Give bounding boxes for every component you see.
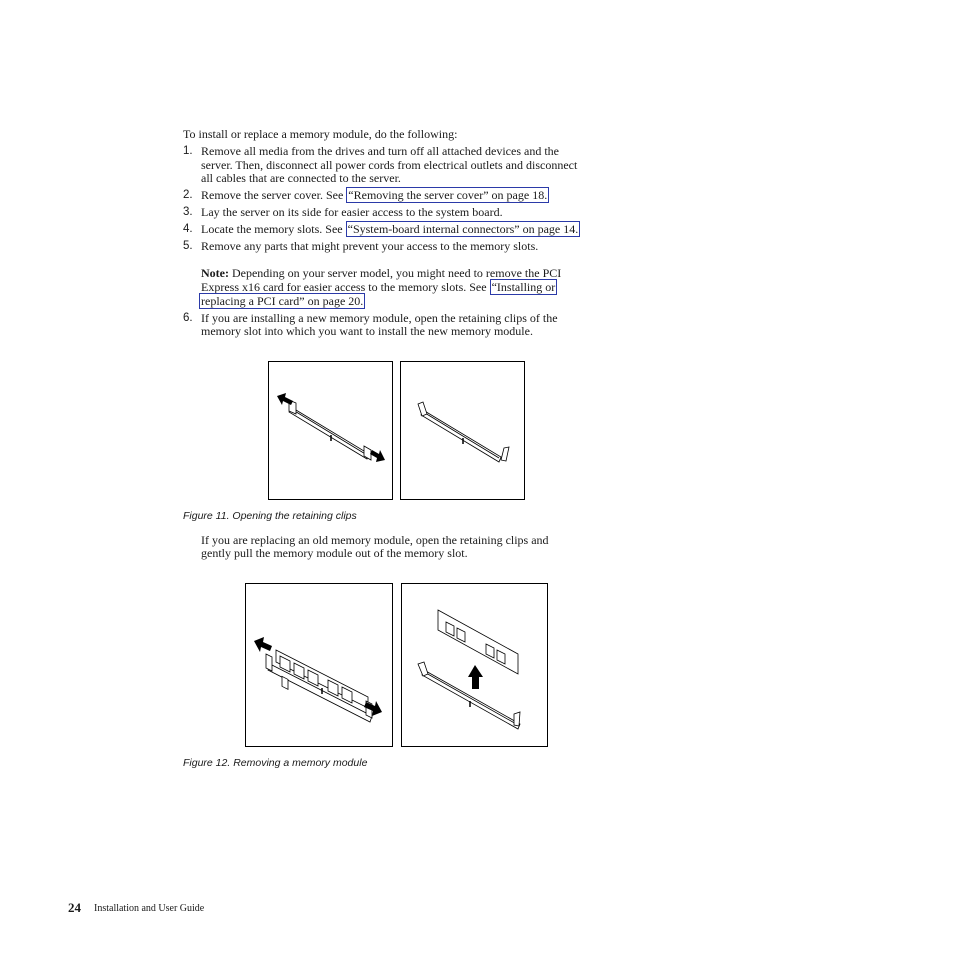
figure-12-caption: Figure 12. Removing a memory module (183, 757, 368, 769)
figure-11-panel-clips-opening (268, 361, 393, 500)
replace-line-1: If you are replacing an old memory module, open the retaining clips and (201, 533, 549, 547)
step-5-number: 5. (183, 240, 193, 252)
step-2-number: 2. (183, 189, 193, 201)
installing-pci-card-link-cont[interactable]: replacing a PCI card” on page 20. (201, 294, 364, 308)
figure-11-caption: Figure 11. Opening the retaining clips (183, 510, 357, 522)
memory-slot-clips-open-illustration (269, 362, 394, 501)
figure-12-panel-open-clips (245, 583, 393, 747)
step-1-line-2: server. Then, disconnect all power cords from electrical outlets and disconnect (201, 158, 578, 172)
step-1-line-1: Remove all media from the drives and turn off all attached devices and the (201, 144, 559, 158)
step-6-line-1: If you are installing a new memory module, open the retaining clips of the (201, 311, 558, 325)
note-line-3 (199, 295, 365, 309)
note-label: Note: (201, 266, 229, 280)
step-1-number: 1. (183, 145, 193, 157)
note-text-1: Depending on your server model, you might need to remove the PCI (228, 266, 562, 280)
replace-line-2: gently pull the memory module out of the memory slot. (201, 546, 468, 560)
step-1-line-3: all cables that are connected to the server. (201, 171, 401, 185)
memory-module-removed-illustration (402, 584, 549, 748)
page-number: 24 (68, 900, 81, 915)
figure-11-panel-clips-open (400, 361, 525, 500)
note-text-2: Express x16 card for easier access to the memory slots. See (201, 280, 490, 294)
intro-text: To install or replace a memory module, do the following: (183, 127, 458, 141)
installing-pci-card-link[interactable]: “Installing or (491, 280, 556, 294)
step-4-number: 4. (183, 223, 193, 235)
step-2-label: Remove the server cover. See (201, 188, 347, 202)
step-4-text (201, 223, 580, 237)
step-3-number: 3. (183, 206, 193, 218)
figure-12-panel-module-removed (401, 583, 548, 747)
footer-title: Installation and User Guide (94, 903, 205, 914)
step-4-label: Locate the memory slots. See (201, 222, 346, 236)
step-3-text: Lay the server on its side for easier access to the system board. (201, 205, 503, 219)
step-2-text (201, 189, 549, 203)
memory-module-in-slot-illustration (246, 584, 394, 748)
step-5-text: Remove any parts that might prevent your access to the memory slots. (201, 239, 539, 253)
removing-server-cover-link[interactable]: “Removing the server cover” on page 18. (348, 188, 548, 202)
step-6-line-2: memory slot into which you want to install the new memory module. (201, 324, 533, 338)
system-board-connectors-link[interactable]: “System-board internal connectors” on page 14. (347, 222, 579, 236)
memory-slot-open-illustration (401, 362, 526, 501)
step-6-number: 6. (183, 312, 193, 324)
